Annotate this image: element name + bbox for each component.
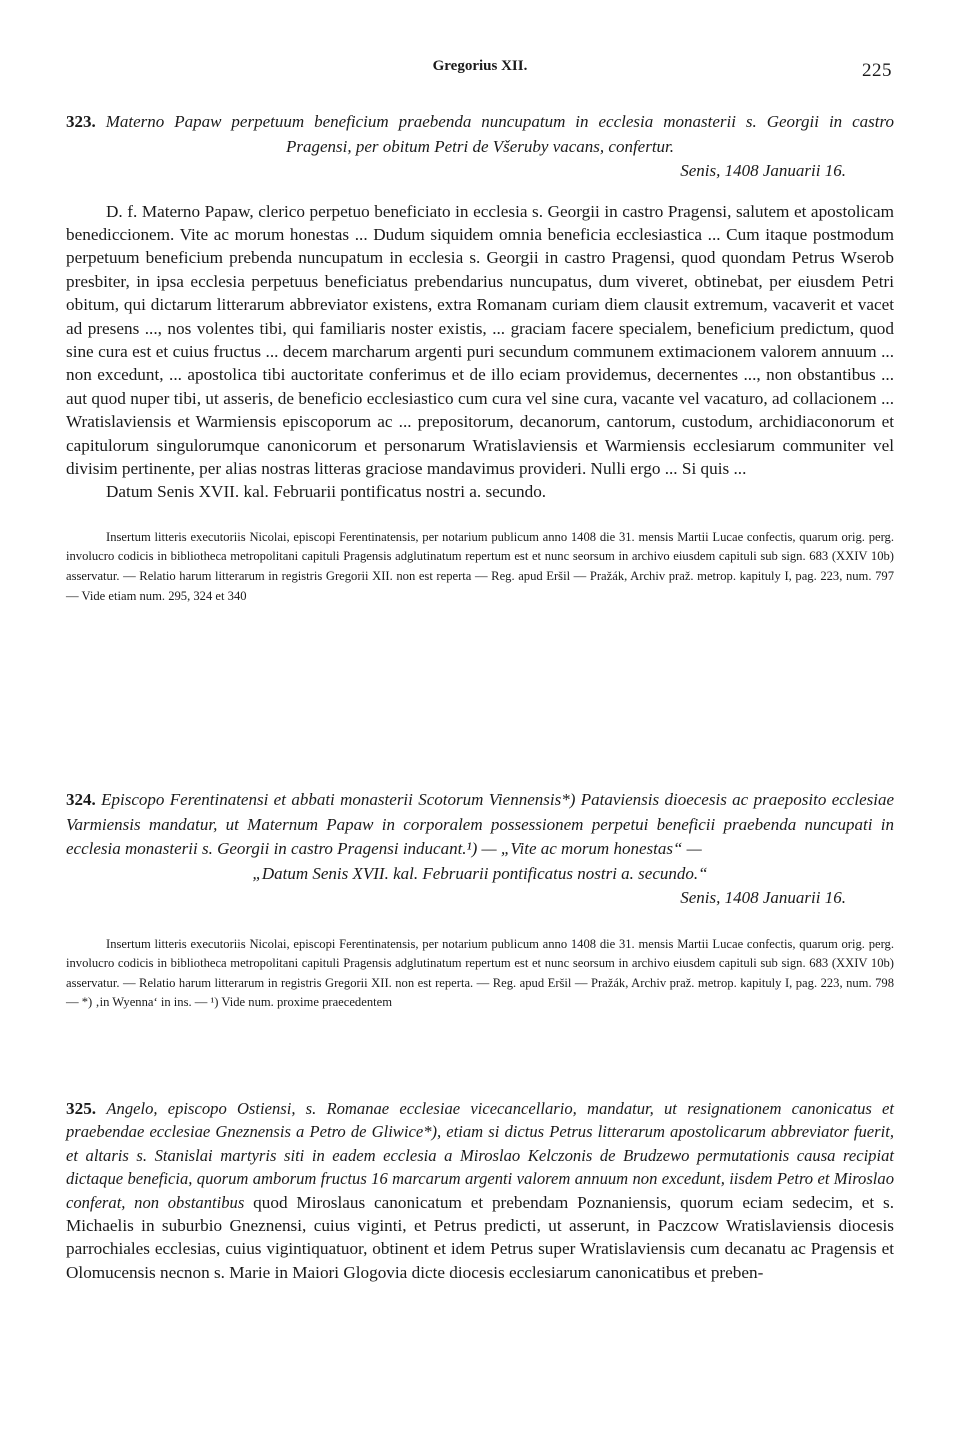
note-text: Insertum litteris executoriis Nicolai, episcopi Ferentinatensis, per notarium publicum anno 1408 die 31. mensis Martii Lucae confectis, quarum orig. perg. involucro codicis in bibliotheca metropolitani capituli Pragensis adglutinatum repertum est et nunc seorsum in archivo eiusdem capituli sub sign. 683 (XXIV 10b) asservatur. — Relatio harum litterarum in registris Gregorii XII. non est reperta — Reg. apud Eršil — Pražák, Archiv praž. metrop. kapituly I, pag. 223, num. 797 — Vide etiam num. 295, 324 et 340: [66, 529, 894, 603]
summary-text: Angelo, episcopo Ostiensi, s. Romanae ecclesiae vicecancellario, mandatur, ut resignationem canonicatus et praebendae ecclesiae Gneznensis a Petro de Gliwice*), etiam si dictus Petrus litterarum apostolicarum abbreviator fuerit, et altaris s. Stanislai martyris siti in eadem ecclesia a Miroslao Kelczonis de Brudzewo permutationis causa recipiat dictaque beneficia, quorum amborum fructus 16 marcarum argenti valorem annuum non excedunt, iisdem Petro et Miroslao conferat, non obstantibus: [66, 1099, 894, 1212]
summary-text: „Datum Senis XVII. kal. Februarii pontificatus nostri a. secundo.“: [252, 863, 708, 883]
datum-line: Datum Senis XVII. kal. Februarii pontificatus nostri a. secundo.: [106, 482, 547, 502]
page-number: 225: [862, 60, 892, 81]
entry-date: Senis, 1408 Januarii 16.: [680, 888, 846, 907]
entry-325-text: [66, 1097, 894, 1284]
archival-note: [66, 935, 894, 1013]
entry-date: Senis, 1408 Januarii 16.: [680, 161, 846, 180]
entry-number: 323.: [66, 112, 96, 131]
page-header: [66, 56, 894, 86]
letter-text: [66, 200, 894, 504]
letter-text: quod Miroslaus canonicatum et prebendam Poznaniensis, quorum eciam sedecim, et s. Michaelis in suburbio Gneznensi, cuius viginti, et Petrus predicti, ut asserunt, in Paczcow Wratislaviensis diocesis parrochiales ecclesias, cuius vigintiquatuor, obtinent et idem Petrus super Wratislaviensis cum decanatu ac Pragensis et Olomucensis necnon s. Marie in Maiori Glogovia dicte diocesis ecclesiarum canonicatibus et preben-: [66, 1192, 895, 1282]
entry-number: 325.: [66, 1099, 97, 1118]
entry-324: [66, 788, 894, 1013]
entry-325: [66, 1097, 894, 1284]
entry-323-summary: [66, 110, 894, 159]
summary-text: Materno Papaw perpetuum beneficium praebenda nuncupatum in ecclesia monasterii s. Georgii in castro: [105, 112, 894, 131]
entry-324-summary: [66, 788, 894, 886]
note-text: Insertum litteris executoriis Nicolai, episcopi Ferentinatensis, per notarium publicum anno 1408 die 31. mensis Martii Lucae confectis, quarum orig. perg. involucro codicis in bibliotheca metropolitani capituli Pragensis adglutinatum repertum est et nunc seorsum in archivo eiusdem capituli sub sign. 683 (XXIV 10b) asservatur. — Relatio harum litterarum in registris Gregorii XII. non est reperta. — Reg. apud Eršil — Pražák, Archiv praž. metrop. kapituly I, pag. 223, num. 798 — *) ‚in Wyenna‘ in ins. — ¹) Vide num. proxime praecedentem: [66, 936, 894, 1010]
summary-text: Pragensi, per obitum Petri de Všeruby vacans, confertur.: [285, 136, 675, 156]
letter-paragraph: D. f. Materno Papaw, clerico perpetuo beneficiato in ecclesia s. Georgii in castro Pragensi, salutem et apostolicam benediccionem. Vite ac morum honestas ... Dudum siquidem omnia beneficia ecclesiastica ... Cum itaque postmodum perpetuum beneficium prebenda nuncupatum in ecclesia s. Georgii in castro Pragensi, quod quondam Petrus Wserob presbiter, in ipsa ecclesia perpetuus beneficiatus prebendarius nuncupatus, dum viveret, obtinebat, per eiusdem Petri obitum, qui dictarum litterarum abbreviator existens, extra Romanam curiam diem clausit extremum, vacaverit et vacet ad presens ..., nos volentes tibi, qui familiaris noster existis, ... graciam facere specialem, beneficium predictum, quod sine cura est et cuius fructus ... decem marcharum argenti puri secundum communem extimacionem valorem annuum ... non excedunt, ... apostolica tibi auctoritate conferimus et de illo eciam providemus, decernentes ..., non obstantibus ... aut quod nuper tibi, ut asseris, de beneficio ecclesiastico cum cura vel sine cura, vacante vel vacaturo, ad collacionem ... Wratislaviensis et Warmiensis episcoporum ac ... prepositorum, decanorum, cantorum, custodum, archidiaconorum et capitulorum singulorumque canonicorum et personarum Wratislaviensis et Warmiensis ecclesiarum communiter vel divisim pertinente, per alias nostras litteras graciose mandavimus provideri. Nulli ergo ... Si quis ...: [66, 201, 894, 478]
entry-number: 324.: [66, 790, 96, 809]
entry-323: [66, 110, 894, 606]
summary-text: Episcopo Ferentinatensi et abbati monasterii Scotorum Viennensis*) Pataviensis dioecesis ac praeposito ecclesiae Varmiensis mandatur, ut Maternum Papaw in corporalem possessionem perpetui beneficii praebenda nuncupati in ecclesia monasterii s. Georgii in castro Pragensi inducant.¹) — „Vite ac morum honestas“ —: [66, 790, 895, 858]
archival-note: [66, 528, 894, 606]
running-title: Gregorius XII.: [432, 58, 528, 74]
